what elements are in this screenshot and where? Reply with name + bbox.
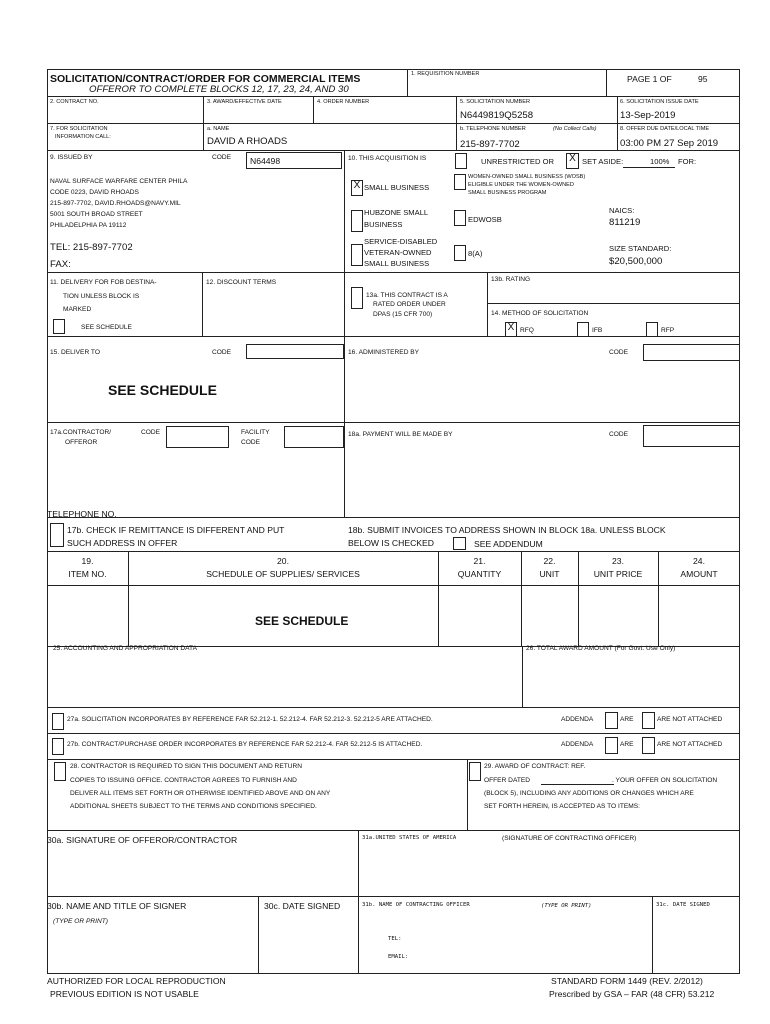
order-number-label: 4. ORDER NUMBER [317,99,370,105]
signer-name-label: 30b. NAME AND TITLE OF SIGNER [47,901,187,911]
solicitation-info-label-1: 7. FOR SOLICITATION [50,126,108,132]
28-checkbox[interactable] [54,762,66,781]
wosb-label-3: SMALL BUSINESS PROGRAM [468,190,547,196]
offer-due-label: 8. OFFER DUE DATE/LOCAL TIME [620,126,710,132]
footer-left-2: PREVIOUS EDITION IS NOT USABLE [50,989,199,999]
28-line-4: ADDITIONAL SHEETS SUBJECT TO THE TERMS AND CONDITIONS SPECIFIED. [70,803,317,810]
footer-right-1: STANDARD FORM 1449 (REV. 2/2012) [551,976,703,986]
29-line-2: OFFER DATED [484,777,531,784]
27b-not-attached-checkbox[interactable] [642,737,655,754]
27b-are: ARE [620,741,634,748]
facility-code-box [284,426,344,448]
issued-by-fax: FAX: [50,259,71,270]
col-amount: AMOUNT [680,569,718,579]
invoice-label-1: 18b. SUBMIT INVOICES TO ADDRESS SHOWN IN BLOCK 18a. UNLESS BLOCK [348,525,666,535]
rfq-label: RFQ [520,327,534,334]
delivery-label-1: 11. DELIVERY FOR FOB DESTINA- [50,279,157,286]
29-line-3: (BLOCK 5), INCLUDING ANY ADDITIONS OR CHANGES WHICH ARE [484,790,694,797]
invoice-label-2: BELOW IS CHECKED [348,538,434,548]
27b-not-attached: ARE NOT ATTACHED [657,741,723,748]
eight-a-checkbox[interactable] [454,245,466,261]
issued-by-line-5: PHILADELPHIA PA 19112 [50,222,127,229]
sdvosb-checkbox[interactable] [351,244,363,266]
27a-are-checkbox[interactable] [605,712,618,729]
footer-right-2: Prescribed by GSA – FAR (48 CFR) 53.212 [549,989,715,999]
administered-by-code-label: CODE [609,349,629,356]
solicitation-number-value: N6449819Q5258 [460,110,534,121]
col-schedule: SCHEDULE OF SUPPLIES/ SERVICES [206,569,360,579]
signer-name-note: (TYPE OR PRINT) [53,918,108,925]
wosb-label-1: WOMEN-OWNED SMALL BUSINESS (WOSB) [468,174,586,180]
sdvosb-label-2: VETERAN-OWNED [364,248,432,257]
issued-by-line-1: NAVAL SURFACE WARFARE CENTER PHILA [50,178,188,185]
set-aside-label: SET ASIDE: [582,157,624,166]
facility-label-1: FACILITY [241,429,270,436]
27a-not-attached-checkbox[interactable] [642,712,655,729]
name-label: a. NAME [207,126,230,132]
unrestricted-label: UNRESTRICTED OR [481,157,554,166]
small-business-mark: X [353,180,361,191]
27a-label: 27a. SOLICITATION INCORPORATES BY REFERENCE FAR 52.212-1. 52.212-4. FAR 52.212-3. 52.212-5 ARE ATTACHED. [67,716,433,723]
col-24-number: 24. [693,556,705,566]
requisition-number-label: 1. REQUISITION NUMBER [411,71,480,77]
27a-addenda: ADDENDA [561,716,594,723]
col-21-number: 21. [473,556,486,566]
28-line-2: COPIES TO ISSUING OFFICE. CONTRACTOR AGREES TO FURNISH AND [70,777,297,784]
contracting-officer-note: (TYPE OR PRINT) [541,903,592,909]
edwosb-checkbox[interactable] [454,210,466,226]
set-aside-mark: X [569,153,576,164]
remittance-checkbox[interactable] [50,523,64,547]
facility-label-2: CODE [241,439,261,446]
27a-are: ARE [620,716,634,723]
small-business-checkbox[interactable] [351,180,363,196]
issued-by-tel: TEL: 215-897-7702 [50,242,133,253]
see-schedule-checkbox[interactable] [53,319,65,334]
29-checkbox[interactable] [469,762,481,781]
issued-by-code-value: N64498 [250,156,281,166]
footer-left-1: AUTHORIZED FOR LOCAL REPRODUCTION [47,976,226,986]
rated-order-label-1: 13a. THIS CONTRACT IS A [366,292,448,299]
hubzone-label-1: HUBZONE SMALL [364,208,429,217]
contractor-label-2: OFFEROR [65,439,98,446]
col-23-number: 23. [612,556,624,566]
29-offer-date-blank [541,784,614,785]
27b-label: 27b. CONTRACT/PURCHASE ORDER INCORPORATES BY REFERENCE FAR 52.212-4. FAR 52.212-5 IS ATTACHED. [67,741,423,748]
deliver-to-code-box [246,344,344,359]
sdvosb-label-1: SERVICE-DISABLED [364,237,438,246]
set-aside-percent: 100% [650,157,670,166]
contractor-code-box [166,426,229,448]
addendum-checkbox[interactable] [453,537,466,550]
officer-date-signed-label: 31c. DATE SIGNED [656,902,710,908]
accounting-label: 25. ACCOUNTING AND APPROPRIATION DATA [53,645,197,652]
officer-email-label: EMAIL: [388,954,409,960]
28-line-3: DELIVER ALL ITEMS SET FORTH OR OTHERWISE IDENTIFIED ABOVE AND ON ANY [70,790,331,797]
page-label: PAGE 1 OF [627,74,672,84]
issue-date-value: 13-Sep-2019 [620,110,676,121]
size-standard-value: $20,500,000 [609,256,663,267]
rfq-mark: X [507,322,515,333]
naics-label: NAICS: [609,206,635,215]
issued-by-line-3: 215-897-7702, DAVID.RHOADS@NAVY.MIL [50,200,181,207]
deliver-to-code-label: CODE [212,349,232,356]
offer-due-value: 03:00 PM 27 Sep 2019 [620,138,719,149]
set-aside-for: FOR: [678,157,697,166]
solicitation-info-label-2: INFORMATION CALL: [55,134,111,140]
issued-by-line-2: CODE 0223, DAVID RHOADS [50,189,139,196]
delivery-label-3: MARKED [63,306,92,313]
rated-order-checkbox[interactable] [351,287,363,309]
issued-by-line-4: 5001 SOUTH BROAD STREET [50,211,143,218]
set-aside-checkbox[interactable] [566,153,579,169]
small-business-label: SMALL BUSINESS [364,183,430,192]
col-unit-price: UNIT PRICE [593,569,643,579]
payment-code-label: CODE [609,431,629,438]
issue-date-label: 6. SOLICITATION ISSUE DATE [620,99,699,105]
unrestricted-checkbox[interactable] [455,153,467,169]
remittance-label-1: 17b. CHECK IF REMITTANCE IS DIFFERENT AND PUT [67,525,285,535]
solicitation-number-label: 5. SOLICITATION NUMBER [460,99,531,105]
29-line-1: 29. AWARD OF CONTRACT: REF. [484,763,586,770]
remittance-label-2: SUCH ADDRESS IN OFFER [67,538,178,548]
rated-order-label-2: RATED ORDER UNDER [373,301,446,308]
28-line-1: 28. CONTRACTOR IS REQUIRED TO SIGN THIS DOCUMENT AND RETURN [70,763,303,770]
rating-label: 13b. RATING [491,276,531,283]
payment-code-box [643,425,740,447]
hubzone-label-2: BUSINESS [364,220,403,229]
wosb-label-2: ELIGIBLE UNDER THE WOMEN-OWNED [468,182,574,188]
contract-no-label: 2. CONTRACT NO. [50,99,99,105]
addendum-label: SEE ADDENDUM [474,539,543,549]
signature-us-label: 31a.UNITED STATES OF AMERICA [362,835,457,841]
name-value: DAVID A RHOADS [207,136,288,147]
acquisition-label: 10. THIS ACQUISITION IS [348,155,427,162]
form-subtitle: OFFEROR TO COMPLETE BLOCKS 12, 17, 23, 24, AND 30 [89,84,349,95]
discount-terms-label: 12. DISCOUNT TERMS [206,279,277,286]
signature-us-note: (SIGNATURE OF CONTRACTING OFFICER) [502,835,637,842]
deliver-to-see-schedule: SEE SCHEDULE [108,382,217,398]
col-22-number: 22. [543,556,556,566]
27b-are-checkbox[interactable] [605,737,618,754]
sf1449-form [47,69,740,974]
date-signed-label: 30c. DATE SIGNED [264,901,341,911]
administered-by-code-box [643,344,740,361]
sdvosb-label-3: SMALL BUSINESS [364,259,430,268]
total-award-label: 26. TOTAL AWARD AMOUNT (For Govt. Use Only) [526,645,676,652]
27a-checkbox[interactable] [52,713,64,730]
set-aside-underline [623,167,675,168]
edwosb-label: EDWOSB [468,215,502,224]
rfp-label: RFP [661,327,675,334]
rfq-checkbox[interactable] [505,322,517,337]
issued-by-code-label: CODE [212,154,232,161]
page-total: 95 [698,74,708,84]
rated-order-label-3: DPAS (15 CFR 700) [373,311,433,318]
contractor-label-1: 17a.CONTRACTOR/ [50,429,112,436]
rfp-checkbox[interactable] [646,322,658,337]
issued-by-label: 9. ISSUED BY [50,154,93,161]
telephone-note: (No Collect Calls) [553,126,597,132]
hubzone-checkbox[interactable] [351,210,363,232]
form-title: SOLICITATION/CONTRACT/ORDER FOR COMMERCIAL ITEMS [50,73,361,85]
ifb-checkbox[interactable] [577,322,589,337]
telephone-label: b. TELEPHONE NUMBER [460,126,526,132]
payment-label: 18a. PAYMENT WILL BE MADE BY [348,431,453,438]
deliver-to-label: 15. DELIVER TO [50,349,100,356]
telephone-no-label: TELEPHONE NO. [47,509,117,519]
signature-offeror-label: 30a. SIGNATURE OF OFFEROR/CONTRACTOR [47,835,238,845]
size-standard-label: SIZE STANDARD: [609,244,672,253]
27b-checkbox[interactable] [52,738,64,755]
delivery-see-schedule: SEE SCHEDULE [81,324,132,331]
delivery-label-2: TION UNLESS BLOCK IS [63,293,140,300]
col-item-no: ITEM NO. [68,569,107,579]
administered-by-label: 16. ADMINISTERED BY [348,349,420,356]
contracting-officer-label: 31b. NAME OF CONTRACTING OFFICER [362,902,470,908]
27a-not-attached: ARE NOT ATTACHED [657,716,723,723]
contractor-code-label: CODE [141,429,161,436]
telephone-value: 215-897-7702 [460,139,520,150]
27b-addenda: ADDENDA [561,741,594,748]
col-quantity: QUANTITY [457,569,502,579]
naics-value: 811219 [609,217,641,228]
29-line-4: SET FORTH HEREIN, IS ACCEPTED AS TO ITEMS: [484,803,640,810]
eight-a-label: 8(A) [468,249,483,258]
officer-tel-label: TEL: [388,936,402,942]
col-unit: UNIT [539,569,560,579]
items-see-schedule: SEE SCHEDULE [255,614,349,628]
award-date-label: 3. AWARD/EFFECTIVE DATE [207,99,282,105]
col-20-number: 20. [277,556,289,566]
method-label: 14. METHOD OF SOLICITATION [491,310,589,317]
wosb-checkbox[interactable] [454,174,466,190]
ifb-label: IFB [592,327,603,334]
col-19-number: 19. [81,556,94,566]
29-line-2b: . YOUR OFFER ON SOLICITATION [612,777,718,784]
